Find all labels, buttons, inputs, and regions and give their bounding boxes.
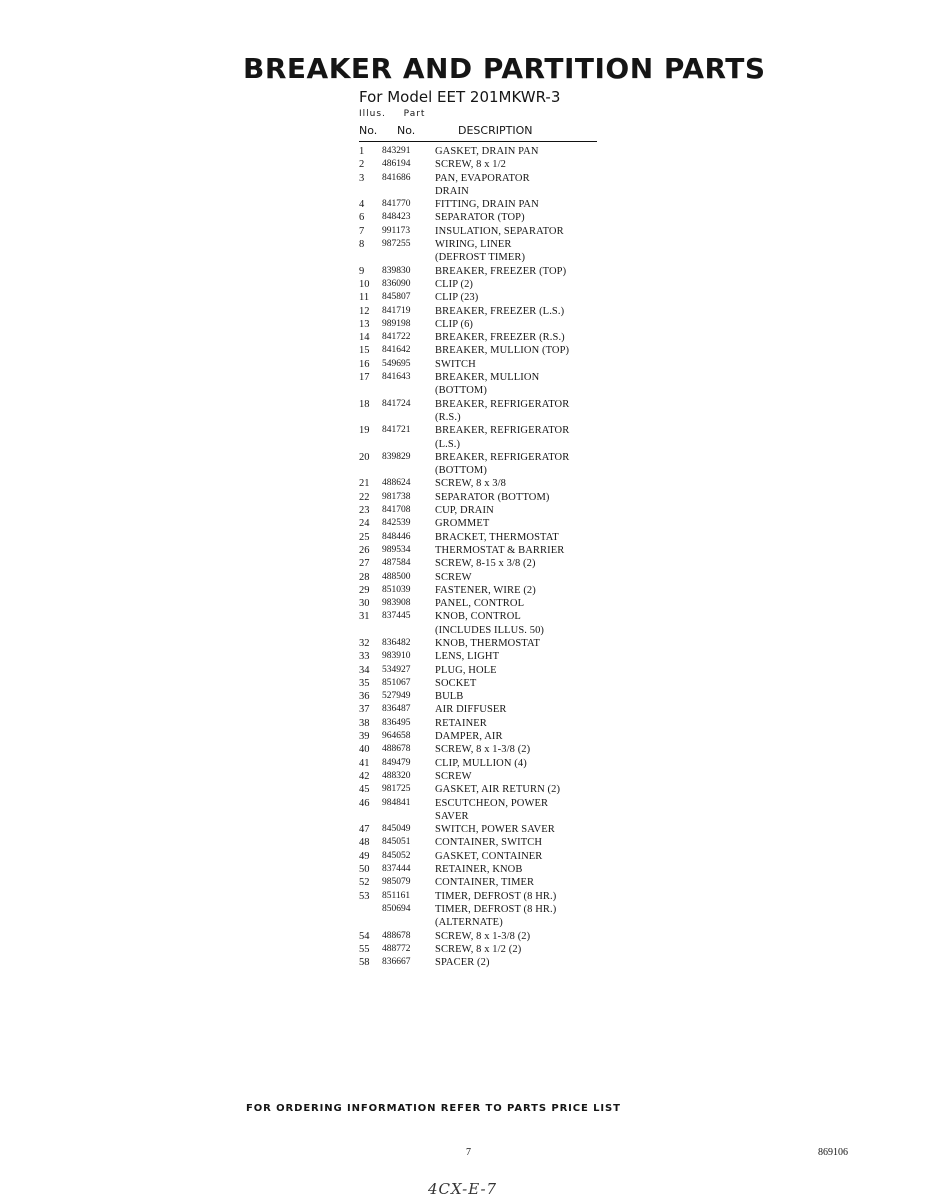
illus-number: 37 — [359, 704, 370, 716]
part-number: 841642 — [382, 345, 411, 356]
illus-number: 17 — [359, 372, 370, 384]
part-description: CLIP, MULLION (4) — [435, 757, 527, 769]
part-description: GASKET, AIR RETURN (2) — [435, 784, 561, 796]
part-description: BREAKER, REFRIGERATOR — [435, 451, 570, 463]
illus-number: 4 — [359, 199, 365, 211]
table-row — [359, 464, 659, 477]
part-number: 487584 — [382, 558, 411, 569]
illus-number: 19 — [359, 425, 370, 437]
table-row — [359, 743, 659, 756]
table-row — [359, 504, 659, 517]
illus-number: 8 — [359, 239, 365, 251]
table-row — [359, 956, 659, 969]
illus-number: 30 — [359, 598, 370, 610]
illus-number: 16 — [359, 358, 370, 370]
part-description: (BOTTOM) — [435, 385, 487, 397]
part-number: 983910 — [382, 651, 411, 662]
table-row — [359, 836, 659, 849]
part-description: GASKET, DRAIN PAN — [435, 146, 539, 157]
table-row — [359, 225, 659, 238]
part-description: SAVER — [435, 810, 469, 822]
table-row — [359, 438, 659, 451]
part-description: BREAKER, REFRIGERATOR — [435, 425, 570, 437]
table-row — [359, 318, 659, 331]
table-row — [359, 930, 659, 943]
table-row — [359, 358, 659, 371]
illus-number: 25 — [359, 531, 370, 543]
table-row — [359, 797, 659, 810]
part-description: SWITCH — [435, 358, 476, 370]
part-number: 841643 — [382, 372, 411, 383]
part-number: 985079 — [382, 877, 411, 888]
part-number: 841686 — [382, 172, 411, 183]
illus-number: 46 — [359, 797, 370, 809]
part-number: 989198 — [382, 318, 411, 329]
table-row — [359, 198, 659, 211]
part-description: SWITCH, POWER SAVER — [435, 824, 555, 836]
part-number: 991173 — [382, 225, 411, 236]
part-description: DRAIN — [435, 185, 469, 197]
page-number: 7 — [466, 1147, 471, 1158]
part-description: SCREW — [435, 571, 472, 583]
illus-number: 18 — [359, 398, 370, 410]
part-description: (R.S.) — [435, 411, 461, 423]
part-description: BREAKER, MULLION — [435, 372, 540, 384]
table-row — [359, 251, 659, 264]
table-row — [359, 730, 659, 743]
part-description: CUP, DRAIN — [435, 505, 494, 517]
part-number: 845807 — [382, 292, 411, 303]
illus-number: 45 — [359, 784, 370, 796]
part-number: 841722 — [382, 332, 411, 343]
part-number: 836482 — [382, 637, 411, 648]
part-number: 848446 — [382, 531, 411, 542]
part-description: THERMOSTAT & BARRIER — [435, 544, 565, 556]
part-number: 836487 — [382, 704, 411, 715]
part-number: 845051 — [382, 837, 411, 848]
table-row — [359, 384, 659, 397]
table-row — [359, 557, 659, 570]
table-row — [359, 531, 659, 544]
part-description: SCREW, 8 x 1/2 (2) — [435, 943, 522, 955]
table-row — [359, 424, 659, 437]
part-number: 851161 — [382, 890, 411, 901]
table-row — [359, 650, 659, 663]
part-description: RETAINER — [435, 717, 487, 729]
table-row — [359, 451, 659, 464]
part-number: 989534 — [382, 544, 411, 555]
table-row — [359, 810, 659, 823]
table-row — [359, 398, 659, 411]
part-number: 851039 — [382, 584, 411, 595]
part-number: 837444 — [382, 864, 411, 875]
part-number: 841708 — [382, 505, 411, 516]
part-number: 527949 — [382, 691, 411, 702]
illus-number: 34 — [359, 664, 370, 676]
illus-number: 41 — [359, 757, 370, 769]
header-illus: Illus. — [359, 109, 386, 119]
part-number: 488624 — [382, 478, 411, 489]
part-description: CONTAINER, TIMER — [435, 877, 535, 889]
part-number: 836090 — [382, 278, 411, 289]
table-row — [359, 677, 659, 690]
part-number: 488678 — [382, 744, 411, 755]
part-number: 549695 — [382, 358, 411, 369]
part-number: 836667 — [382, 957, 411, 968]
part-description: CLIP (6) — [435, 318, 474, 330]
part-description: (ALTERNATE) — [435, 917, 503, 929]
part-description: SPACER (2) — [435, 957, 490, 969]
part-number: 964658 — [382, 731, 411, 742]
illus-number: 36 — [359, 691, 370, 703]
illus-number: 48 — [359, 837, 370, 849]
part-description: PANEL, CONTROL — [435, 598, 525, 610]
part-number: 987255 — [382, 239, 411, 250]
illus-number: 42 — [359, 770, 370, 782]
part-number: 845052 — [382, 850, 411, 861]
header-illus-no: No. — [359, 124, 378, 137]
table-row — [359, 172, 659, 185]
illus-number: 15 — [359, 345, 370, 357]
part-description: SCREW, 8 x 1/2 — [435, 159, 507, 171]
part-description: CLIP (2) — [435, 278, 474, 290]
table-row — [359, 637, 659, 650]
column-header-top — [359, 109, 425, 119]
part-description: SEPARATOR (BOTTOM) — [435, 491, 550, 503]
part-number: 849479 — [382, 757, 411, 768]
table-row — [359, 305, 659, 318]
part-description: (INCLUDES ILLUS. 50) — [435, 624, 545, 636]
table-row — [359, 850, 659, 863]
part-description: (DEFROST TIMER) — [435, 252, 526, 264]
part-description: SCREW, 8 x 3/8 — [435, 478, 507, 490]
table-row — [359, 411, 659, 424]
illus-number: 28 — [359, 571, 370, 583]
illus-number: 50 — [359, 864, 370, 876]
illus-number: 23 — [359, 505, 370, 517]
part-description: KNOB, CONTROL — [435, 611, 521, 623]
illus-number: 3 — [359, 172, 365, 184]
illus-number: 21 — [359, 478, 370, 490]
table-row — [359, 331, 659, 344]
illus-number: 10 — [359, 278, 370, 290]
illus-number: 26 — [359, 544, 370, 556]
illus-number: 14 — [359, 332, 370, 344]
illus-number: 40 — [359, 744, 370, 756]
part-description: CONTAINER, SWITCH — [435, 837, 543, 849]
part-number: 843291 — [382, 146, 411, 156]
table-row — [359, 477, 659, 490]
illus-number: 53 — [359, 890, 370, 902]
part-description: SCREW, 8 x 1-3/8 (2) — [435, 930, 531, 942]
illus-number: 7 — [359, 225, 365, 237]
part-description: FASTENER, WIRE (2) — [435, 584, 536, 596]
illus-number: 54 — [359, 930, 370, 942]
illus-number: 1 — [359, 146, 365, 157]
part-number: 837445 — [382, 611, 411, 622]
part-description: (BOTTOM) — [435, 465, 487, 477]
part-number: 488772 — [382, 943, 411, 954]
part-description: RETAINER, KNOB — [435, 864, 523, 876]
ordering-footer: FOR ORDERING INFORMATION REFER TO PARTS PRICE LIST — [246, 1103, 621, 1114]
table-row — [359, 517, 659, 530]
table-row — [359, 238, 659, 251]
part-number: 836495 — [382, 717, 411, 728]
part-description: SEPARATOR (TOP) — [435, 212, 525, 224]
table-row — [359, 783, 659, 796]
part-description: BULB — [435, 691, 464, 703]
table-row — [359, 491, 659, 504]
table-row — [359, 265, 659, 278]
parts-list — [359, 145, 659, 969]
table-row — [359, 571, 659, 584]
illus-number: 52 — [359, 877, 370, 889]
part-number: 488678 — [382, 930, 411, 941]
illus-number: 20 — [359, 451, 370, 463]
table-row — [359, 185, 659, 198]
part-description: WIRING, LINER — [435, 239, 512, 251]
part-number: 984841 — [382, 797, 411, 808]
part-number: 486194 — [382, 159, 411, 170]
table-row — [359, 624, 659, 637]
part-number: 848423 — [382, 212, 411, 223]
handwritten-note: 4CX-E-7 — [428, 1180, 498, 1198]
part-description: CLIP (23) — [435, 292, 479, 304]
illus-number: 32 — [359, 637, 370, 649]
page-title: BREAKER AND PARTITION PARTS — [243, 52, 766, 85]
header-part: Part — [403, 109, 426, 119]
table-row — [359, 584, 659, 597]
table-row — [359, 770, 659, 783]
table-row — [359, 664, 659, 677]
part-description: BREAKER, REFRIGERATOR — [435, 398, 570, 410]
table-row — [359, 158, 659, 171]
part-description: INSULATION, SEPARATOR — [435, 225, 564, 237]
part-description: DAMPER, AIR — [435, 731, 503, 743]
part-number: 839829 — [382, 451, 411, 462]
table-row — [359, 278, 659, 291]
part-description: GROMMET — [435, 518, 490, 530]
part-number: 841719 — [382, 305, 411, 316]
part-number: 845049 — [382, 824, 411, 835]
part-description: SOCKET — [435, 677, 477, 689]
table-row — [359, 291, 659, 304]
part-description: SCREW, 8 x 1-3/8 (2) — [435, 744, 531, 756]
part-description: BREAKER, FREEZER (TOP) — [435, 265, 567, 277]
illus-number: 47 — [359, 824, 370, 836]
table-row — [359, 863, 659, 876]
part-number: 851067 — [382, 677, 411, 688]
illus-number: 39 — [359, 731, 370, 743]
table-row — [359, 344, 659, 357]
header-rule — [359, 141, 597, 142]
table-row — [359, 943, 659, 956]
header-part-no: No. — [397, 124, 416, 137]
part-number: 850694 — [382, 903, 411, 914]
part-description: PAN, EVAPORATOR — [435, 172, 530, 184]
part-number: 841724 — [382, 398, 411, 409]
illus-number: 9 — [359, 265, 365, 277]
part-number: 488500 — [382, 571, 411, 582]
table-row — [359, 544, 659, 557]
part-description: TIMER, DEFROST (8 HR.) — [435, 890, 557, 902]
part-description: BREAKER, FREEZER (R.S.) — [435, 332, 565, 344]
part-number: 983908 — [382, 598, 411, 609]
illus-number: 35 — [359, 677, 370, 689]
part-description: TIMER, DEFROST (8 HR.) — [435, 903, 557, 915]
table-row — [359, 757, 659, 770]
table-row — [359, 145, 659, 158]
part-description: (L.S.) — [435, 438, 461, 450]
part-number: 841770 — [382, 199, 411, 210]
document-number: 869106 — [818, 1147, 848, 1158]
illus-number: 33 — [359, 651, 370, 663]
illus-number: 13 — [359, 318, 370, 330]
table-row — [359, 690, 659, 703]
part-description: KNOB, THERMOSTAT — [435, 637, 540, 649]
illus-number: 2 — [359, 159, 365, 171]
part-description: GASKET, CONTAINER — [435, 850, 543, 862]
illus-number: 22 — [359, 491, 370, 503]
illus-number: 12 — [359, 305, 370, 317]
part-description: SCREW, 8-15 x 3/8 (2) — [435, 558, 536, 570]
table-row — [359, 703, 659, 716]
illus-number: 27 — [359, 558, 370, 570]
part-number: 534927 — [382, 664, 411, 675]
illus-number: 24 — [359, 518, 370, 530]
illus-number: 31 — [359, 611, 370, 623]
illus-number: 29 — [359, 584, 370, 596]
header-description: DESCRIPTION — [458, 124, 533, 137]
illus-number: 38 — [359, 717, 370, 729]
part-description: AIR DIFFUSER — [435, 704, 507, 716]
table-row — [359, 371, 659, 384]
illus-number: 6 — [359, 212, 365, 224]
part-number: 841721 — [382, 425, 411, 436]
illus-number: 55 — [359, 943, 370, 955]
model-subtitle: For Model EET 201MKWR-3 — [359, 88, 561, 106]
table-row — [359, 610, 659, 623]
part-description: BRACKET, THERMOSTAT — [435, 531, 559, 543]
table-row — [359, 597, 659, 610]
illus-number: 58 — [359, 957, 370, 969]
part-description: ESCUTCHEON, POWER — [435, 797, 549, 809]
illus-number: 11 — [359, 292, 370, 304]
table-row — [359, 903, 659, 916]
part-number: 842539 — [382, 518, 411, 529]
table-row — [359, 211, 659, 224]
part-description: LENS, LIGHT — [435, 651, 500, 663]
part-number: 839830 — [382, 265, 411, 276]
table-row — [359, 823, 659, 836]
part-description: BREAKER, FREEZER (L.S.) — [435, 305, 565, 317]
part-number: 981738 — [382, 491, 411, 502]
part-number: 488320 — [382, 770, 411, 781]
table-row — [359, 890, 659, 903]
table-row — [359, 717, 659, 730]
table-row — [359, 876, 659, 889]
part-description: SCREW — [435, 770, 472, 782]
table-row — [359, 916, 659, 929]
part-description: BREAKER, MULLION (TOP) — [435, 345, 570, 357]
part-number: 981725 — [382, 784, 411, 795]
part-description: PLUG, HOLE — [435, 664, 497, 676]
illus-number: 49 — [359, 850, 370, 862]
part-description: FITTING, DRAIN PAN — [435, 199, 539, 211]
